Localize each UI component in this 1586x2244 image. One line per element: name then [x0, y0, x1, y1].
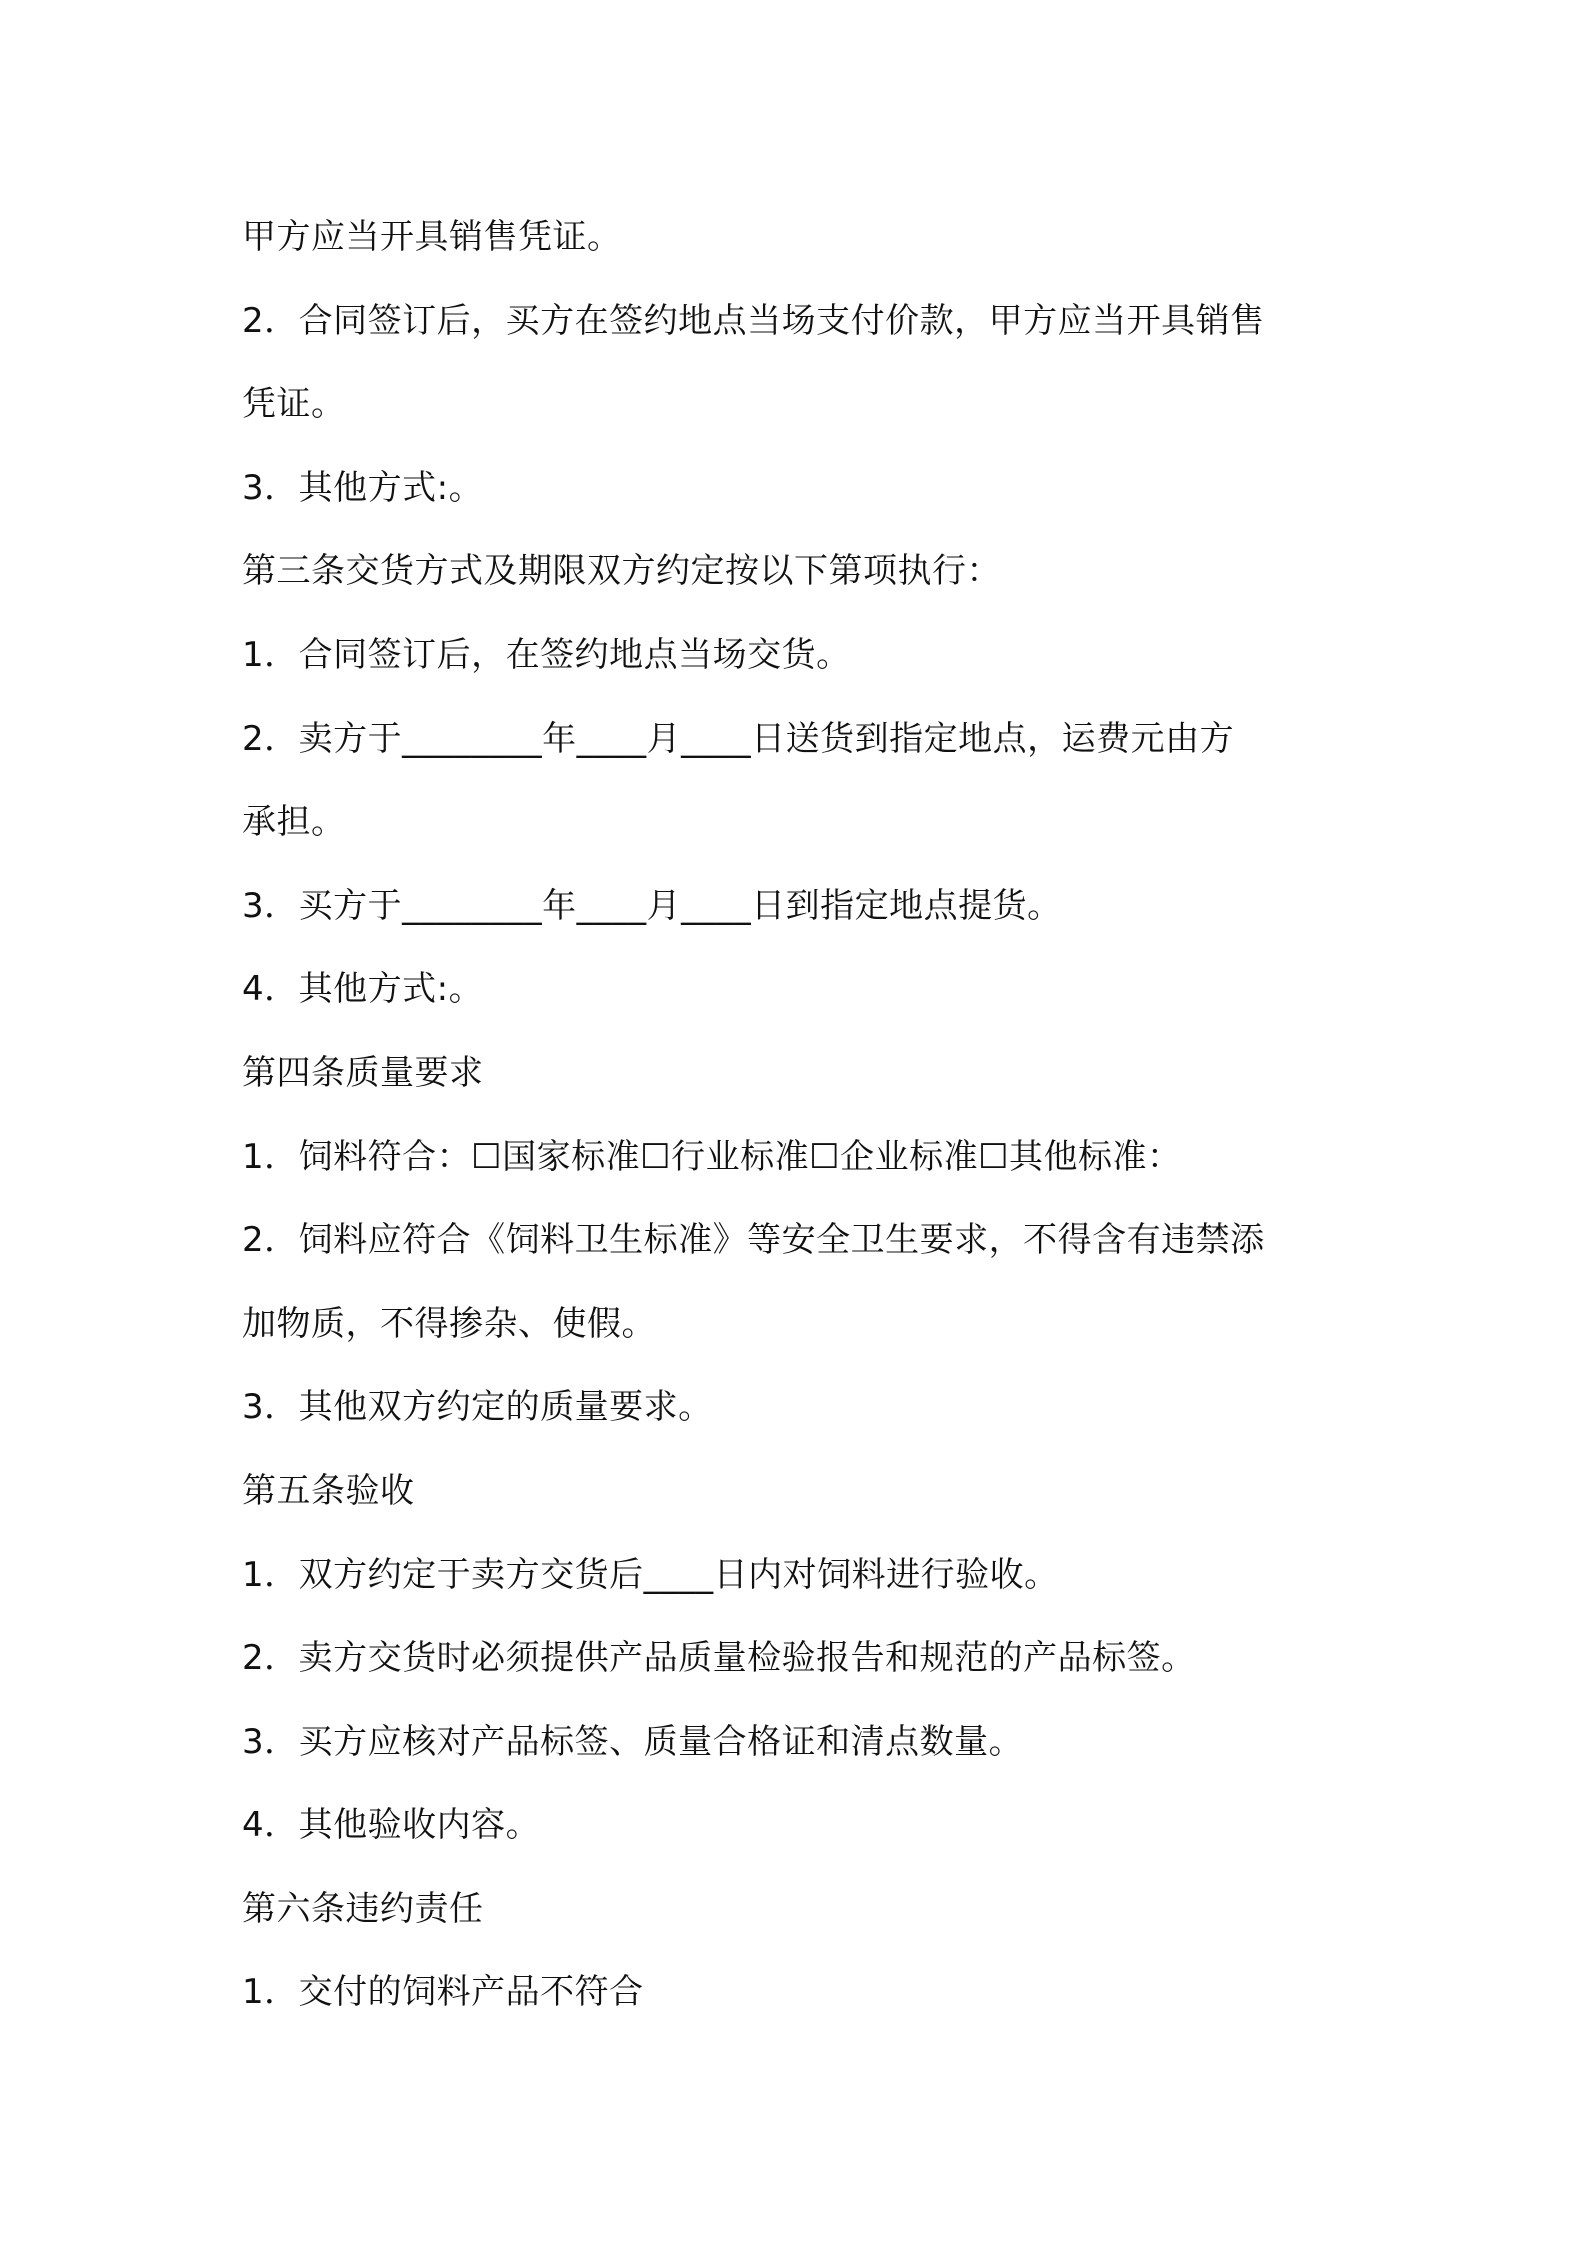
paragraph-line: 3．其他方式:。 [242, 467, 484, 508]
paragraph-line: 甲方应当开具销售凭证。 [242, 217, 622, 257]
paragraph-line: 1．合同签订后，在签约地点当场交货。 [242, 634, 851, 675]
paragraph-line: 2．卖方于________年____月____日送货到指定地点，运费元由方 [242, 718, 1235, 759]
paragraph-line: 2．饲料应符合《饲料卫生标准》等安全卫生要求，不得含有违禁添 [242, 1220, 1265, 1261]
paragraph-line: 承担。 [242, 802, 346, 843]
paragraph-line: 1．双方约定于卖方交货后____日内对饲料进行验收。 [242, 1554, 1059, 1595]
section-heading: 第五条验收 [242, 1470, 415, 1511]
section-heading: 第六条违约责任 [242, 1888, 484, 1929]
paragraph-line: 1．交付的饲料产品不符合 [242, 1972, 644, 2013]
paragraph-line: 3．买方应核对产品标签、质量合格证和清点数量。 [242, 1721, 1024, 1762]
section-heading: 第四条质量要求 [242, 1052, 484, 1093]
document-body [242, 196, 1362, 2035]
section-heading: 第三条交货方式及期限双方约定按以下第项执行： [242, 551, 1001, 592]
paragraph-line: 4．其他验收内容。 [242, 1805, 541, 1846]
paragraph-line: 2．合同签订后，买方在签约地点当场支付价款，甲方应当开具销售 [242, 300, 1265, 341]
paragraph-line: 2．卖方交货时必须提供产品质量检验报告和规范的产品标签。 [242, 1638, 1196, 1679]
paragraph-line: 3．其他双方约定的质量要求。 [242, 1387, 713, 1428]
paragraph-line: 1．饲料符合：☐国家标准☐行业标准☐企业标准☐其他标准： [242, 1136, 1182, 1177]
paragraph-line: 加物质，不得掺杂、使假。 [242, 1303, 656, 1344]
paragraph-line: 3．买方于________年____月____日到指定地点提货。 [242, 885, 1062, 926]
paragraph-line: 凭证。 [242, 384, 346, 425]
paragraph-line: 4．其他方式:。 [242, 969, 484, 1010]
